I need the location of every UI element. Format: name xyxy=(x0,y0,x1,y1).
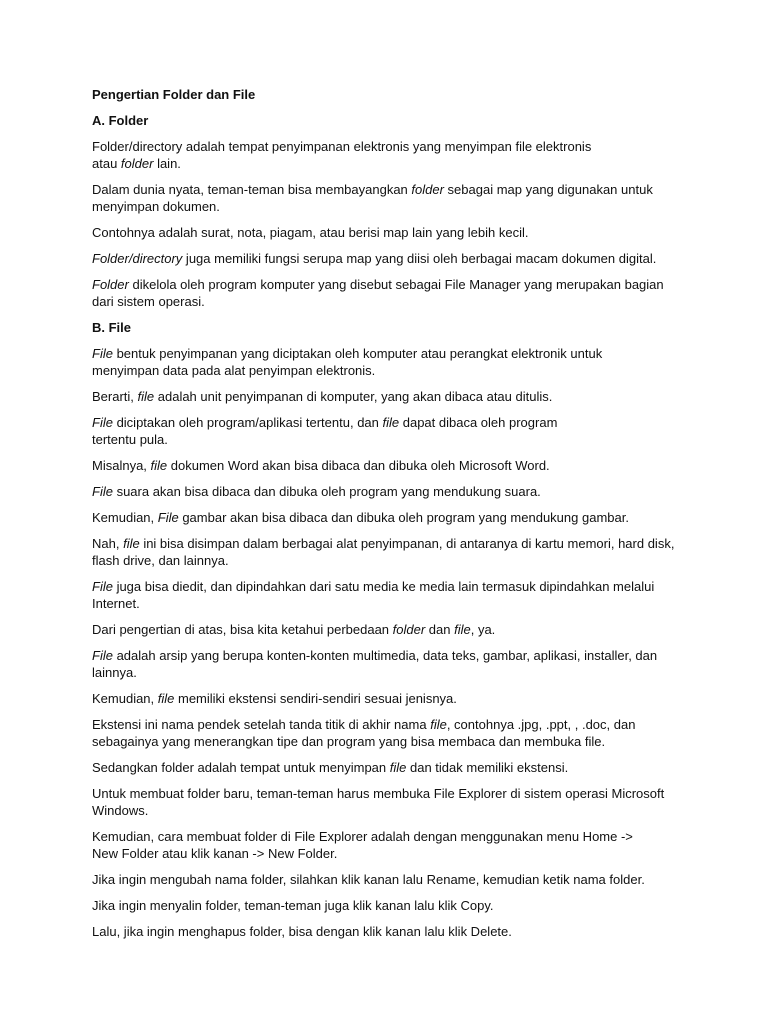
text-italic: file xyxy=(157,691,175,706)
text-italic: file xyxy=(150,458,168,473)
text: ini bisa disimpan dalam berbagai alat penyimpanan, di antaranya di kartu memori, hard disk, xyxy=(139,536,675,551)
text: dan tidak memiliki ekstensi. xyxy=(406,760,569,775)
text: Jika ingin menyalin folder, teman-teman juga klik kanan lalu klik Copy. xyxy=(92,898,494,913)
paragraph-file-edit xyxy=(92,578,692,612)
text: atau xyxy=(92,156,121,171)
text: , ya. xyxy=(470,622,496,637)
text: Ekstensi ini nama pendek setelah tanda titik di akhir nama xyxy=(92,717,431,732)
text-italic: folder xyxy=(411,182,444,197)
text: memiliki ekstensi sendiri-sendiri sesuai jenisnya. xyxy=(174,691,457,706)
text-italic: Folder xyxy=(92,277,129,292)
text: Dari pengertian di atas, bisa kita ketahui perbedaan xyxy=(92,622,393,637)
text: Kemudian, xyxy=(92,510,158,525)
text: gambar akan bisa dibaca dan dibuka oleh program yang mendukung gambar. xyxy=(178,510,629,525)
text: flash drive, dan lainnya. xyxy=(92,553,229,568)
text-italic: folder xyxy=(120,156,154,171)
text-italic: Folder/directory xyxy=(92,251,183,266)
text-italic: file xyxy=(389,760,407,775)
text-italic: File xyxy=(157,510,179,525)
text-italic: file xyxy=(123,536,140,551)
text: dan xyxy=(425,622,455,637)
text: adalah unit penyimpanan di komputer, yang akan dibaca atau ditulis. xyxy=(154,389,553,404)
text: Folder/directory adalah tempat penyimpanan elektronis yang menyimpan file elektronis xyxy=(92,139,592,154)
text: menyimpan dokumen. xyxy=(92,199,220,214)
text: dokumen Word akan bisa dibaca dan dibuka oleh Microsoft Word. xyxy=(167,458,550,473)
text-italic: File xyxy=(92,346,113,361)
paragraph-file-extension xyxy=(92,690,692,707)
text-italic: File xyxy=(92,484,113,499)
text: New Folder atau klik kanan -> New Folder. xyxy=(92,846,338,861)
text: diciptakan oleh program/aplikasi tertentu, dan xyxy=(112,415,383,430)
paragraph-folder-function xyxy=(92,250,692,267)
text-italic: file xyxy=(382,415,400,430)
text: dapat dibaca oleh program xyxy=(399,415,558,430)
paragraph-file-definition xyxy=(92,345,692,379)
text: Jika ingin mengubah nama folder, silahkan klik kanan lalu Rename, kemudian ketik nama folder. xyxy=(92,872,645,887)
section-heading-folder: A. Folder xyxy=(92,113,149,128)
paragraph-file-word xyxy=(92,457,692,474)
text: juga memiliki fungsi serupa map yang diisi oleh berbagai macam dokumen digital. xyxy=(182,251,657,266)
text: lainnya. xyxy=(92,665,137,680)
text-italic: file xyxy=(430,717,447,732)
text: suara akan bisa dibaca dan dibuka oleh program yang mendukung suara. xyxy=(112,484,541,499)
paragraph-copy-folder xyxy=(92,897,692,914)
paragraph-extension-detail xyxy=(92,716,692,750)
text: tertentu pula. xyxy=(92,432,168,447)
text: Contohnya adalah surat, nota, piagam, atau berisi map lain yang lebih kecil. xyxy=(92,225,529,240)
paragraph-folder-analogy xyxy=(92,181,692,215)
paragraph-create-folder-steps xyxy=(92,828,692,862)
text-italic: file xyxy=(137,389,155,404)
paragraph-folder-definition xyxy=(92,138,692,172)
text-italic: File xyxy=(92,579,113,594)
paragraph-file-audio xyxy=(92,483,692,500)
text-italic: file xyxy=(454,622,471,637)
text: Windows. xyxy=(92,803,149,818)
text: Misalnya, xyxy=(92,458,151,473)
paragraph-folder-no-extension xyxy=(92,759,692,776)
text: adalah arsip yang berupa konten-konten multimedia, data teks, gambar, aplikasi, installer, dan xyxy=(112,648,658,663)
text: lain. xyxy=(153,156,181,171)
paragraph-file-unit xyxy=(92,388,692,405)
text: menyimpan data pada alat penyimpan elektronis. xyxy=(92,363,376,378)
text: Sedangkan folder adalah tempat untuk menyimpan xyxy=(92,760,390,775)
paragraph-folder-example xyxy=(92,224,692,241)
page-title: Pengertian Folder dan File xyxy=(92,87,256,102)
text: juga bisa diedit, dan dipindahkan dari satu media ke media lain termasuk dipindahkan melalui xyxy=(112,579,655,594)
paragraph-rename-folder xyxy=(92,871,692,888)
paragraph-file-image xyxy=(92,509,692,526)
text: dari sistem operasi. xyxy=(92,294,205,309)
paragraph-folder-manager xyxy=(92,276,692,310)
section-heading-file: B. File xyxy=(92,320,132,335)
text: sebagainya yang menerangkan tipe dan program yang bisa membaca dan membuka file. xyxy=(92,734,606,749)
text-italic: folder xyxy=(392,622,426,637)
text: , contohnya .jpg, .ppt, , .doc, dan xyxy=(446,717,636,732)
paragraph-difference xyxy=(92,621,692,638)
text: sebagai map yang digunakan untuk xyxy=(443,182,653,197)
paragraph-file-archive xyxy=(92,647,692,681)
text: Lalu, jika ingin menghapus folder, bisa dengan klik kanan lalu klik Delete. xyxy=(92,924,512,939)
document-page xyxy=(92,86,692,949)
text: bentuk penyimpanan yang diciptakan oleh komputer atau perangkat elektronik untuk xyxy=(112,346,603,361)
text: Untuk membuat folder baru, teman-teman harus membuka File Explorer di sistem operasi Microsoft xyxy=(92,786,665,801)
text: Berarti, xyxy=(92,389,138,404)
text: dikelola oleh program komputer yang disebut sebagai File Manager yang merupakan bagian xyxy=(128,277,664,292)
paragraph-file-created xyxy=(92,414,692,448)
paragraph-delete-folder xyxy=(92,923,692,940)
text-italic: File xyxy=(92,415,113,430)
text: Nah, xyxy=(92,536,124,551)
paragraph-create-folder xyxy=(92,785,692,819)
text: Internet. xyxy=(92,596,140,611)
text: Kemudian, cara membuat folder di File Explorer adalah dengan menggunakan menu Home -> xyxy=(92,829,633,844)
text-italic: File xyxy=(92,648,113,663)
paragraph-file-storage xyxy=(92,535,692,569)
text: Dalam dunia nyata, teman-teman bisa membayangkan xyxy=(92,182,412,197)
text: Kemudian, xyxy=(92,691,158,706)
